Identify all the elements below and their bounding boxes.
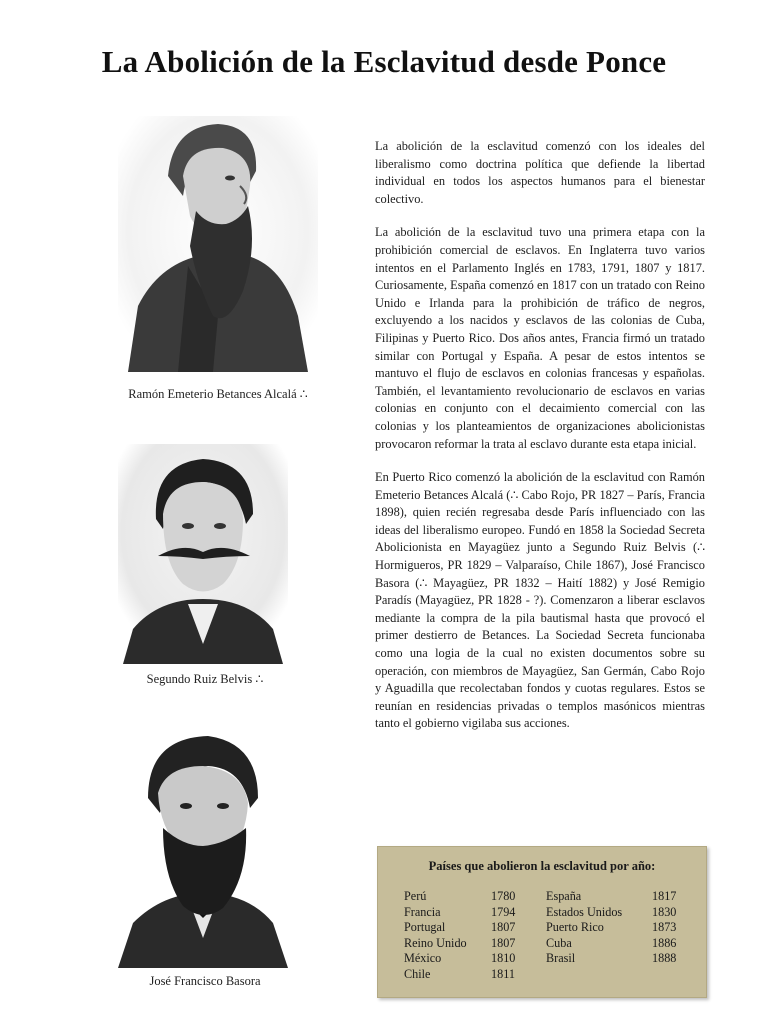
table-row [404,889,531,905]
table-title: Países que abolieron la esclavitud por año: [428,859,656,873]
table-row [546,920,692,936]
abolition-year: 1807 [491,920,516,934]
country-name: Portugal [404,920,446,934]
page-title: La Abolición de la Esclavitud desde Ponce [101,44,667,79]
table-row [546,936,692,952]
table-column-left [404,889,531,982]
table-row [404,905,531,921]
abolition-year: 1888 [652,951,677,965]
portrait-caption-betances: Ramón Emeterio Betances Alcalá ∴ [128,387,308,401]
country-name: Chile [404,966,431,981]
portrait-basora [108,728,298,968]
portrait-caption-basora: José Francisco Basora [149,974,261,988]
country-name: Cuba [546,935,572,950]
country-name: México [404,951,442,965]
table-row [546,951,692,967]
article-body [375,138,705,749]
abolition-years-table [377,846,707,998]
table-row [404,951,531,967]
table-row [404,967,531,983]
table-row [404,936,531,952]
abolition-year: 1830 [652,904,677,919]
abolition-year: 1780 [491,889,516,903]
abolition-year: 1794 [491,904,516,919]
country-name: Estados Unidos [546,904,623,919]
country-name: Brasil [546,951,576,965]
country-name: Puerto Rico [546,920,604,934]
paragraph-intro: La abolición de la esclavitud comenzó con los ideales del liberalismo como doctrina política que defiende la libertad individual en todos los aspectos humanos para el bienestar colectivo. [375,139,705,206]
country-name: España [546,889,582,903]
table-row [404,920,531,936]
paragraph-first-stage: La abolición de la esclavitud tuvo una primera etapa con la prohibición comercial de esclavos. En Inglaterra tuvo varios intentos en el Parlamento Inglés en 1783, 1791, 1807 y 1817. Curiosamente, España comenzó en 1817 con un tratado con Reino Unido e Irlanda para la prohibición de tráfico de negros, excluyendo a los nacidos y esclavos de las colonias de Cuba, Filipinas y Puerto Rico. Dos años antes, Francia firmó un tratado similar con Portugal y España. A pesar de estos intentos se mantuvo el flujo de esclavos en colonias francesas y españolas. También, el levantamiento revolucionario de esclavos en varias colonias en conjunto con el decaimiento comercial con las colonias y los planteamientos de organizaciones abolicionistas provocaron reformar la trata al esclavo durante esta etapa inicial. [375,225,705,451]
abolition-year: 1811 [491,966,515,981]
table-row [546,889,692,905]
table-column-right [546,889,692,967]
abolition-year: 1810 [491,951,516,965]
abolition-year: 1807 [491,935,516,950]
portrait-betances [118,116,318,372]
abolition-year: 1817 [652,889,677,903]
country-name: Francia [404,904,441,919]
country-name: Reino Unido [404,935,467,950]
table-row [546,905,692,921]
abolition-year: 1873 [652,920,677,934]
portrait-ruiz-belvis [118,444,288,664]
paragraph-puerto-rico: En Puerto Rico comenzó la abolición de la esclavitud con Ramón Emeterio Betances Alcalá (∴ Cabo Rojo, PR 1827 – París, Francia 1898), quien recién regresaba desde París influenciado con las ideas del liberalismo europeo. Fundó en 1858 la Sociedad Secreta Abolicionista en Mayagüez junto a Segundo Ruiz Belvis (∴ Hormigueros, PR 1829 – Valparaíso, Chile 1867), José Francisco Basora (∴ Mayagüez, PR 1832 – Haití 1882) y José Remigio Paradís (Mayagüez, PR 1828 - ?). Comenzaron a liberar esclavos mediante la compra de la pila bautismal hasta que provocó el primer destierro de Betances. La Sociedad Secreta funcionaba como una logia de la cual no existen documentos sobre su operación, con miembros de Mayagüez, San Germán, Cabo Rojo y Aguadilla que recolectaban fondos y cuotas regulares. Estos se reunían en residencias privadas o templos masónicos mientras tanto el gobierno vigilaba sus acciones. [375,470,705,731]
portrait-caption-ruiz-belvis: Segundo Ruiz Belvis ∴ [146,672,264,686]
country-name: Perú [404,889,427,903]
abolition-year: 1886 [652,935,677,950]
